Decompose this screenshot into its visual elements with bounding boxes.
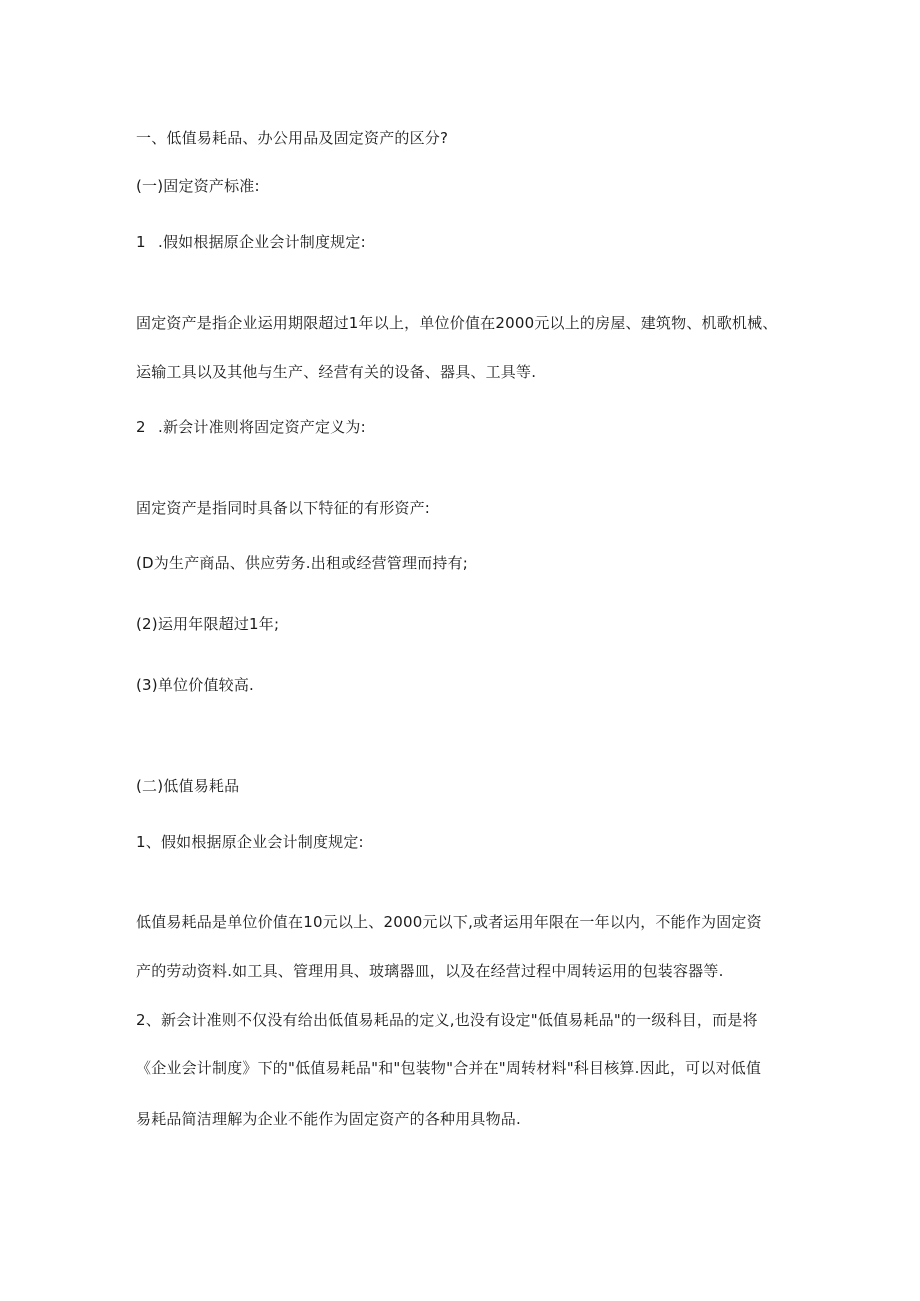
s2-paragraph1-line2: 产的劳动资料.如工具、管理用具、玻璃器皿，以及在经营过程中周转运用的包装容器等.: [136, 962, 724, 980]
s1-item2-paragraph: 固定资产是指同时具备以下特征的有形资产:: [136, 499, 431, 517]
s1-feature3: (3)单位价值较高.: [136, 676, 255, 694]
s1-item2-text: .新会计准则将固定资产定义为:: [158, 418, 366, 436]
s1-item1-number: 1: [136, 233, 146, 251]
section2-title: (二)低值易耗品: [136, 777, 240, 795]
s1-item1: [136, 232, 366, 252]
s1-item1-paragraph-line2: 运输工具以及其他与生产、经营有关的设备、器具、工具等.: [136, 363, 537, 381]
s1-item2-number: 2: [136, 418, 146, 436]
document-heading: 一、低值易耗品、办公用品及固定资产的区分?: [136, 129, 449, 147]
s1-feature1: (D为生产商品、供应劳务.出租或经营管理而持有;: [136, 554, 469, 572]
s2-item2-line3: 易耗品简洁理解为企业不能作为固定资产的各种用具物品.: [136, 1110, 521, 1128]
s1-item1-paragraph-line1: 固定资产是指企业运用期限超过1年以上，单位价值在2000元以上的房屋、建筑物、机歌机械、: [136, 314, 778, 332]
s2-item1: 1、假如根据原企业会计制度规定:: [136, 833, 364, 851]
s2-paragraph1-line1: 低值易耗品是单位价值在10元以上、2000元以下,或者运用年限在一年以内，不能作为固定资: [136, 913, 762, 931]
s1-item1-text: .假如根据原企业会计制度规定:: [158, 233, 366, 251]
s1-item2: [136, 417, 366, 437]
s2-item2-line2: 《企业会计制度》下的"低值易耗品"和"包装物"合并在"周转材料"科目核算.因此，可以对低值: [136, 1059, 762, 1077]
s1-feature2: (2)运用年限超过1年;: [136, 615, 280, 633]
section1-title: (一)固定资产标准:: [136, 177, 260, 195]
s2-item2-line1: 2、新会计准则不仅没有给出低值易耗品的定义,也没有设定"低值易耗品"的一级科目，而是将: [136, 1011, 758, 1029]
